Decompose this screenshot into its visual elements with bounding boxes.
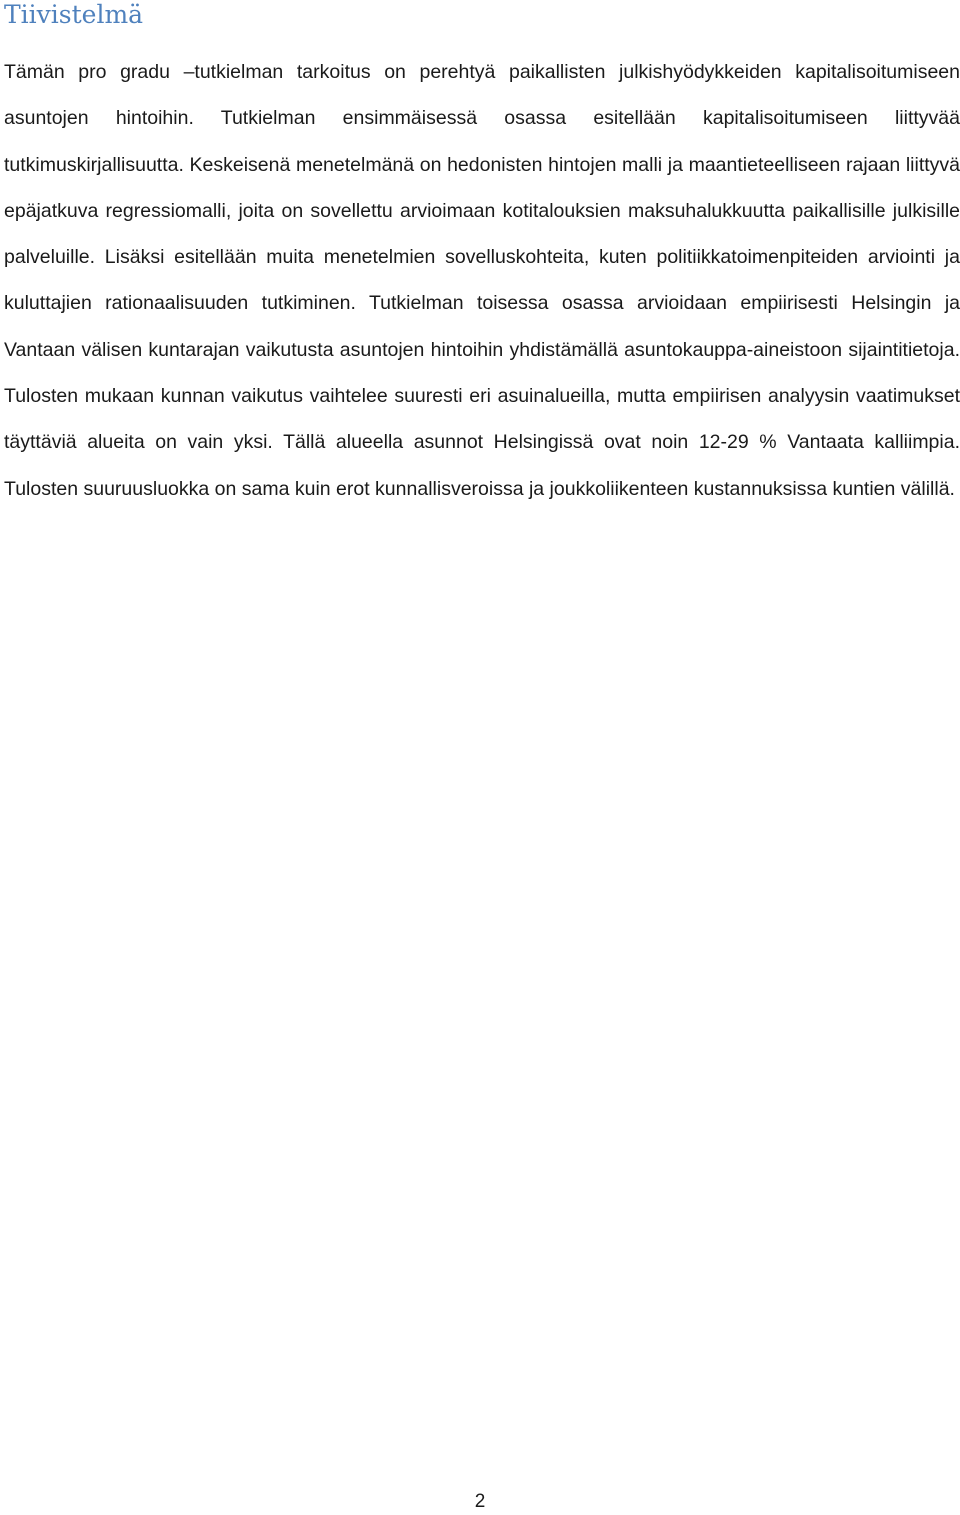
- abstract-paragraph: Tämän pro gradu –tutkielman tarkoitus on perehtyä paikallisten julkishyödykkeiden kapitalisoitumiseen asuntojen hintoihin. Tutkielman ensimmäisessä osassa esitellään kapitalisoitumiseen liittyvää tutkimuskirjallisuutta. Keskeisenä menetelmänä on hedonisten hintojen malli ja maantieteelliseen rajaan liittyvä epäjatkuva regressiomalli, joita on sovellettu arvioimaan kotitalouksien maksuhalukkuutta paikallisille julkisille palveluille. Lisäksi esitellään muita menetelmien sovelluskohteita, kuten politiikkatoimenpiteiden arviointi ja kuluttajien rationaalisuuden tutkiminen. Tutkielman toisessa osassa arvioidaan empiirisesti Helsingin ja Vantaan välisen kuntarajan vaikutusta asuntojen hintoihin yhdistämällä asuntokauppa-aineistoon sijaintitietoja. Tulosten mukaan kunnan vaikutus vaihtelee suuresti eri asuinalueilla, mutta empiirisen analyysin vaatimukset täyttäviä alueita on vain yksi. Tällä alueella asunnot Helsingissä ovat noin 12-29 % Vantaata kalliimpia. Tulosten suuruusluokka on sama kuin erot kunnallisveroissa ja joukkoliikenteen kustannuksissa kuntien välillä.: [4, 61, 960, 500]
- page-number: 2: [474, 1491, 486, 1512]
- abstract-heading: Tiivistelmä: [4, 0, 144, 29]
